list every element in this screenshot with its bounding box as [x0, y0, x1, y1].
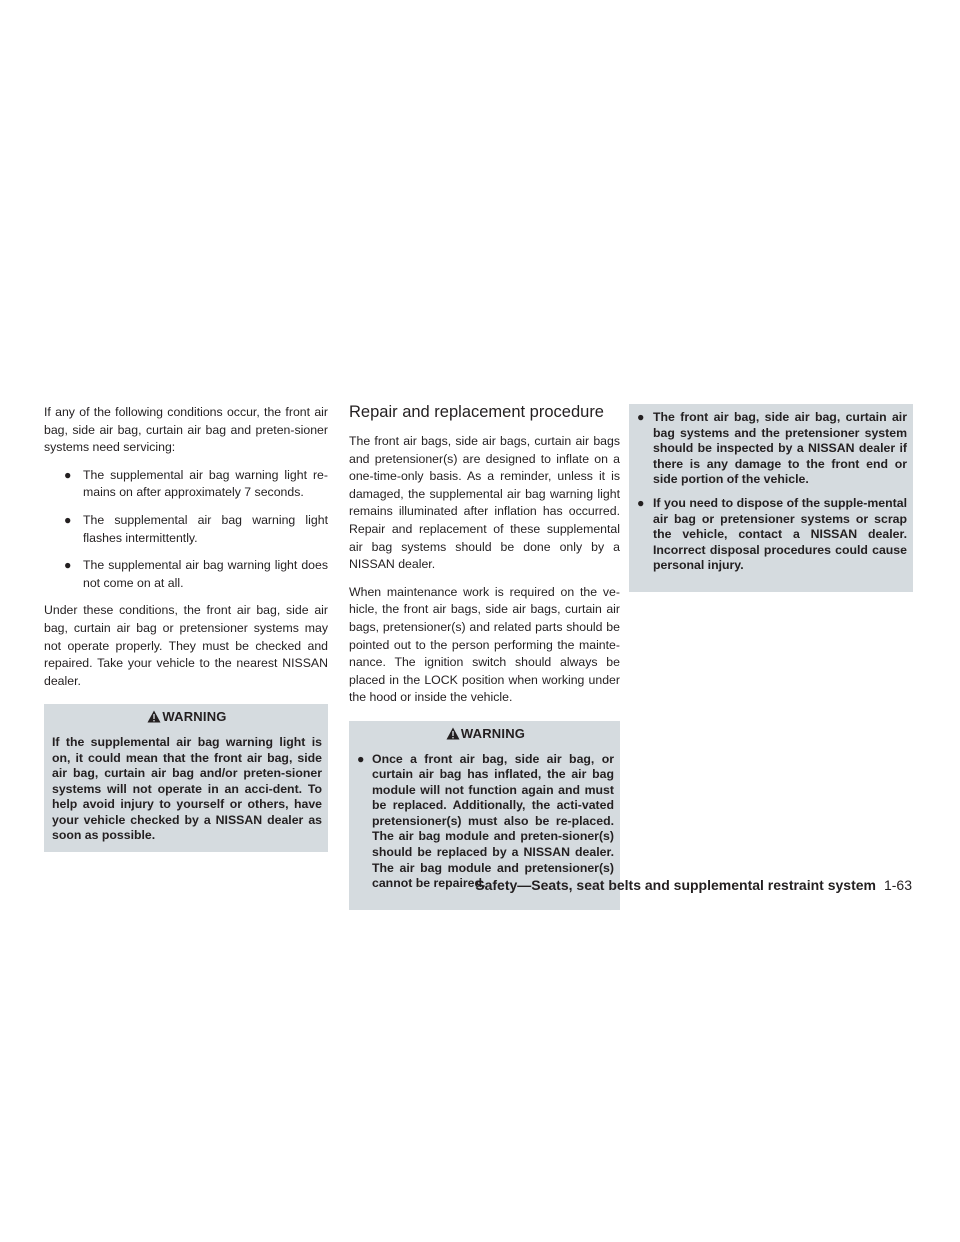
list-item: ● The front air bag, side air bag, curtain air bag systems and the pretensioner system should be inspected by a NISSAN dealer if there is any damage to the front end or side portion of the vehicle.	[637, 410, 907, 487]
maintenance-paragraph: When maintenance work is required on the ve-hicle, the front air bags, side air bags, curtain air bags, pretensioner(s) and related parts should be pointed out to the person performing the mainte-nance. The ignition switch should always be placed in the LOCK position when working under the hood or inside the vehicle.	[349, 584, 620, 705]
bullet-icon: ●	[637, 410, 645, 424]
bullet-icon: ●	[64, 512, 72, 527]
page-number: 1-63	[883, 877, 912, 893]
bullet-icon: ●	[357, 751, 365, 766]
column-left	[44, 404, 328, 852]
warning-box-continued	[629, 404, 913, 592]
conditions-paragraph: Under these conditions, the front air bag, side air bag, curtain air bag or pretensioner systems may not operate properly. They must be checked and repaired. Take your vehicle to the nearest NISSAN dealer.	[44, 603, 328, 688]
warning-box	[44, 704, 328, 852]
list-item: ● The supplemental air bag warning light flashes intermittently.	[64, 512, 328, 545]
list-item: ● The supplemental air bag warning light does not come on at all.	[64, 558, 328, 590]
conditions-list	[44, 467, 328, 593]
list-item: ● Once a front air bag, side air bag, or curtain air bag has inflated, the air bag module will not function again and must be replaced. Additionally, the acti-vated pretensioner(s) must also be re-placed. The air bag module and preten-sioner(s) should be replaced by a NISSAN dealer. The air bag module and pretensioner(s) cannot be repaired.	[357, 751, 614, 891]
intro-paragraph: If any of the following conditions occur, the front air bag, side air bag, curtain air bag and preten-sioner systems need servicing:	[44, 405, 328, 455]
warning-heading: WARNING	[52, 704, 322, 735]
section-heading: Repair and replacement procedure	[349, 403, 604, 421]
warning-list	[637, 410, 907, 574]
bullet-icon: ●	[637, 495, 645, 510]
repair-paragraph: The front air bags, side air bags, curtain air bags and pretensioner(s) are designed to inflate on a one-time-only basis. As a reminder, unless it is damaged, the supplemental air bag warning light remains illuminated after inflation has occurred. Repair and replacement of these supplemental air bag systems should be done only by a NISSAN dealer.	[349, 434, 620, 572]
page-footer	[475, 877, 912, 893]
column-right	[629, 404, 913, 592]
section-title: Safety—Seats, seat belts and supplemental restraint system	[475, 877, 876, 893]
warning-triangle-icon	[147, 710, 161, 723]
column-middle	[349, 404, 620, 910]
warning-heading: WARNING	[357, 721, 614, 752]
list-item: ● The supplemental air bag warning light re-mains on after approximately 7 seconds.	[64, 467, 328, 500]
list-item: ● If you need to dispose of the supple-mental air bag or pretensioner systems or scrap the vehicle, contact a NISSAN dealer. Incorrect disposal procedures could cause personal injury.	[637, 495, 907, 573]
bullet-icon: ●	[64, 467, 72, 482]
bullet-icon: ●	[64, 558, 72, 573]
warning-text: If the supplemental air bag warning light is on, it could mean that the front air bag, side air bag, curtain air bag and/or preten-sioner systems will not operate in an acci-dent. To help avoid injury to yourself or others, have your vehicle checked by a NISSAN dealer as soon as possible.	[52, 734, 322, 843]
warning-list	[357, 752, 614, 892]
warning-triangle-icon	[446, 727, 460, 740]
